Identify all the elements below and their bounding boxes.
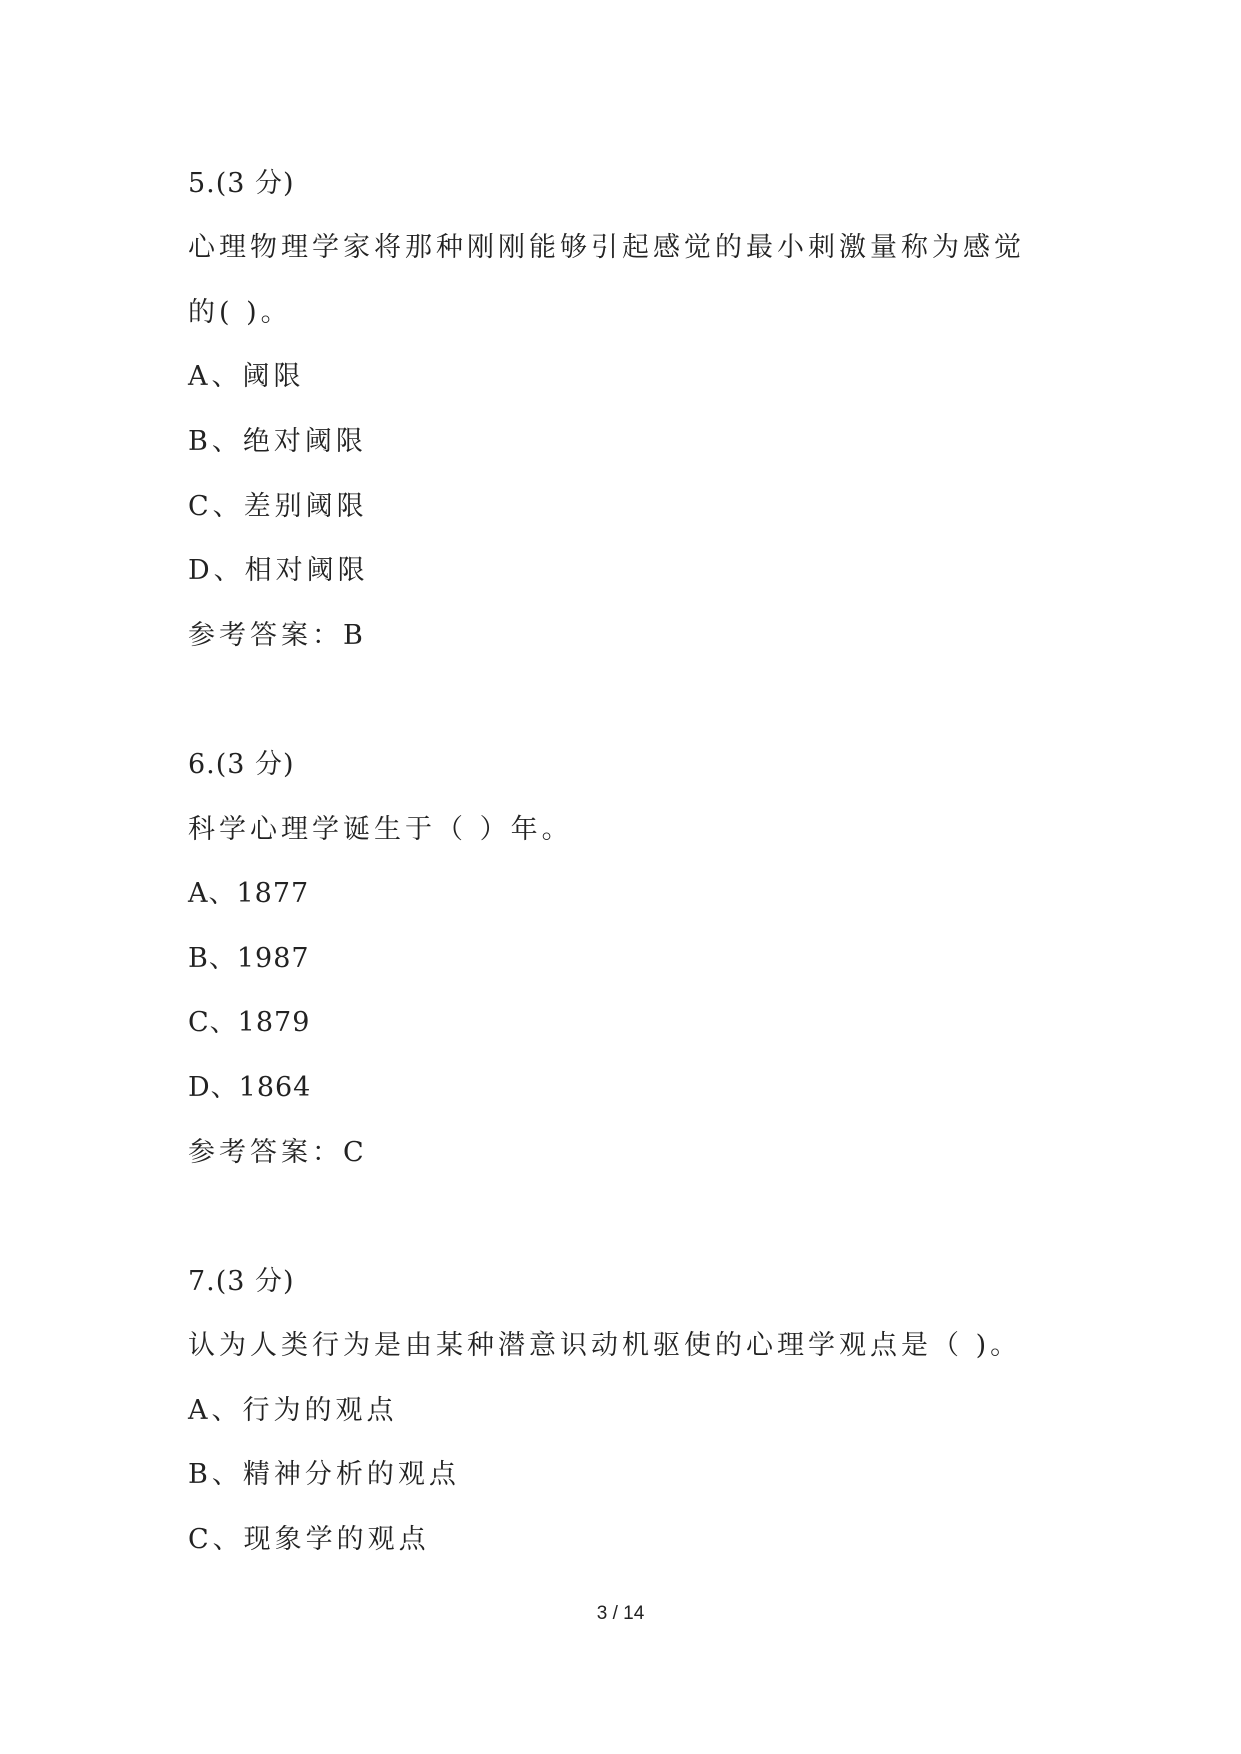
question-5-option-a: A、阈限 bbox=[188, 361, 305, 392]
question-5-answer: 参考答案：B bbox=[188, 620, 367, 651]
question-7-option-b: B、精神分析的观点 bbox=[188, 1459, 460, 1490]
question-6-option-b: B、1987 bbox=[188, 943, 310, 974]
question-5-header: 5.(3 分) bbox=[188, 168, 295, 199]
question-6-header: 6.(3 分) bbox=[188, 749, 295, 780]
question-7-option-a: A、行为的观点 bbox=[188, 1395, 398, 1426]
question-5-stem-line-2: 的( )。 bbox=[188, 297, 292, 328]
question-7-option-c: C、现象学的观点 bbox=[188, 1524, 430, 1555]
page-number: 3 / 14 bbox=[596, 1603, 645, 1624]
question-6-option-c: C、1879 bbox=[188, 1007, 311, 1038]
question-7-header: 7.(3 分) bbox=[188, 1266, 295, 1297]
question-5-option-b: B、绝对阈限 bbox=[188, 426, 367, 457]
question-6-option-a: A、1877 bbox=[188, 878, 310, 909]
question-6-answer: 参考答案：C bbox=[188, 1137, 368, 1168]
question-7-stem-line-1: 认为人类行为是由某种潜意识动机驱使的心理学观点是（ )。 bbox=[188, 1330, 1022, 1361]
question-5-option-d: D、相对阈限 bbox=[188, 555, 369, 586]
question-6-stem-line-1: 科学心理学诞生于（ ）年。 bbox=[188, 814, 573, 845]
question-5-option-c: C、差别阈限 bbox=[188, 491, 368, 522]
question-5-stem-line-1: 心理物理学家将那种刚刚能够引起感觉的最小刺激量称为感觉 bbox=[188, 232, 1025, 263]
question-6-option-d: D、1864 bbox=[188, 1072, 312, 1103]
